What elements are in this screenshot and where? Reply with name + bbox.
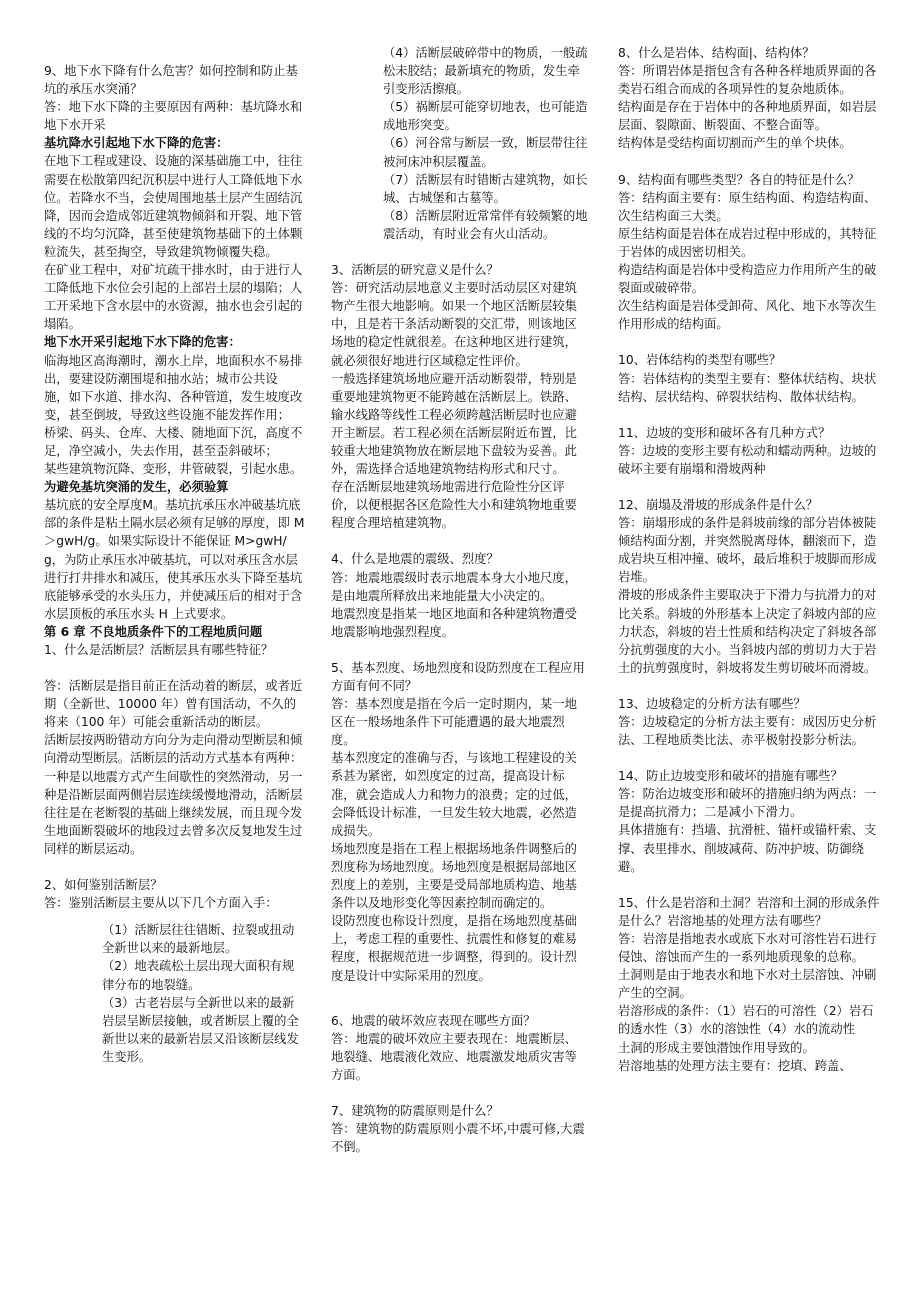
text-paragraph: 答：岩溶是指地表水或底下水对可溶性岩石进行侵蚀、溶蚀而产生的一系列地质现象的总称。: [618, 931, 877, 965]
text-paragraph: 9、结构面有哪些类型？各自的特征是什么？: [618, 172, 860, 187]
text-paragraph: 答：所谓岩体是指包含有各种各样地质界面的各类岩石组合而成的各项异性的复杂地质体。: [618, 64, 877, 97]
text-paragraph: 13、边坡稳定的分析方法有哪些？: [618, 696, 806, 711]
text-paragraph: 在地下工程或建设、设施的深基础施工中，往往需要在松散第四纪沉积层中进行人工降低地下水位。若降水不当，会使周围地基土层产生固结沉降，因而会造成邻近建筑物倾斜和开裂、地下管线的不均匀沉降，甚至使建筑物基础下的土体颗粒流失，甚至掏空，导致建筑物倾覆失稳。: [44, 154, 303, 259]
text-paragraph: 临海地区高海潮时，潮水上岸，地面积水不易排出，要建设防潮围堤和抽水站；城市公共设: [44, 353, 303, 386]
paragraph-spacer: [618, 333, 880, 351]
text-paragraph: 答：活断层是指目前正在活动着的断层，或者近期（全新世、10000 年）曾有国活动，不久的将来（100 年）可能会重新活动的断层。: [44, 679, 303, 730]
text-paragraph: 结构体是受结构面切割而产生的单个块体。: [618, 136, 852, 151]
text-paragraph: 土洞的形成主要蚀潜蚀作用导致的。: [618, 1040, 815, 1055]
paragraph-spacer: [44, 659, 306, 677]
paragraph-spacer: [618, 677, 880, 695]
paragraph-spacer: [618, 478, 880, 496]
text-paragraph: 构造结构面是岩体中受构造应力作用所产生的破裂面或破碎带。: [618, 263, 877, 296]
column-right: [618, 44, 880, 1075]
text-paragraph: 1、什么是活断层？活断层具有哪些特征？: [44, 643, 274, 657]
text-paragraph: 8、什么是岩体、结构面|、结构体？: [618, 46, 815, 60]
text-paragraph: （4）活断层破碎带中的物质，一般疏松未胶结；最新填充的物质，发生牵引变形活擦痕。: [383, 46, 588, 97]
text-paragraph: 答：结构面主要有：原生结构面、构造结构面、次生结构面三大类。: [618, 190, 877, 223]
section-heading: 第 6 章 不良地质条件下的工程地质问题: [44, 624, 263, 639]
text-paragraph: 4、什么是地震的震级、烈度？: [331, 552, 499, 567]
text-paragraph: （5）祸断层可能穿切地表，也可能造成地形突变。: [383, 100, 588, 133]
text-paragraph: 答：地震地震级时表示地震本身大小地尺度，是由地震所释放出来地能量大小决定的。: [331, 570, 577, 603]
text-paragraph: 15、什么是岩溶和土洞？岩溶和土洞的形成条件是什么？岩溶地基的处理方法有哪些？: [618, 895, 880, 928]
text-paragraph: 结构面是存在于岩体中的各种地质界面，如岩层层面、裂隙面、断裂面、不整合面等。: [618, 100, 877, 133]
text-paragraph: 存在活断层地建筑场地需进行危险性分区评价，以便根据各区危险性大小和建筑物地重要程度合理培植建筑物。: [331, 480, 577, 531]
paragraph-spacer: [331, 532, 589, 550]
text-paragraph: 14、防止边坡变形和破坏的措施有哪些？: [618, 769, 843, 784]
text-paragraph: （1）活断层往往错断、拉裂或扭动全新世以来的最新地层。: [102, 923, 295, 956]
text-paragraph: 答：崩塌形成的条件是斜坡前缘的部分岩体被陡倾结构面分割，并突然脱离母体，翻滚而下，造成岩块互相冲撞、破坏，最后堆积于坡脚而形成岩堆。: [618, 516, 877, 585]
text-paragraph: 地震烈度是指某一地区地面和各种建筑物遭受地震影响地强烈程度。: [331, 606, 577, 639]
text-paragraph: 桥梁、码头、仓库、大楼、随地面下沉，高度不足，净空减小，失去作用，甚至歪斜破坏；: [44, 425, 303, 458]
paragraph-spacer: [331, 243, 589, 261]
paragraph-spacer: [618, 749, 880, 767]
section-heading: 基坑降水引起地下水下降的危害：: [44, 136, 229, 151]
text-paragraph: 岩溶地基的处理方法主要有：挖填、跨盖、: [618, 1058, 852, 1073]
column-left: [44, 62, 306, 1066]
text-paragraph: 答：地下水下降的主要原因有两种：基坑降水和地下水开采: [44, 100, 303, 133]
text-paragraph: 答：边坡稳定的分析方法主要有：成因历史分析法、工程地质类比法、赤平极射投影分析法。: [618, 715, 877, 748]
section-heading: 地下水开采引起地下水下降的危害：: [44, 335, 241, 350]
text-paragraph: 次生结构面是岩体受卸荷、风化、地下水等次生作用形成的结构面。: [618, 299, 877, 332]
text-paragraph: （7）活断层有时错断古建筑物，如长城、古城堡和古墓等。: [383, 172, 588, 205]
text-paragraph: 场地烈度是指在工程上根据场地条件调整后的烈度称为场地烈度。场地烈度是根据局部地区烈度上的差别，主要是受局部地质构造、地基条件以及地形变化等因素控制而确定的。: [331, 841, 577, 911]
text-paragraph: 9、地下水下降有什么危害？如何控制和防止基坑的承压水突涌？: [44, 64, 298, 97]
text-paragraph: 答：建筑物的防震原则小震不坏,中震可修,大震不倒。: [331, 1122, 585, 1155]
section-heading: 为避免基坑突涌的发生，必须验算: [44, 480, 229, 495]
paragraph-spacer: [618, 876, 880, 894]
text-paragraph: 12、崩塌及滑坡的形成条件是什么？: [618, 497, 819, 512]
text-paragraph: 3、活断层的研究意义是什么？: [331, 263, 499, 278]
text-paragraph: 基本烈度定的准确与否，与该地工程建设的关系甚为紧密，如烈度定的过高，提高设计标准，就会造成人力和物力的浪费；定的过低，会降低设计标准，一旦发生较大地震，必然造成损失。: [331, 751, 577, 838]
text-paragraph: 原生结构面是岩体在成岩过程中形成的，其特征于岩体的成因密切相关。: [618, 226, 877, 259]
text-paragraph: （2）地表疏松土层出现大面积有规律分布的地裂缝。: [102, 959, 295, 992]
text-paragraph: 一般选择建筑场地应避开活动断裂带，特别是重要地建筑物更不能跨越在活断层上。铁路、输水线路等线性工程必须跨越活断层时也应避开主断层。若工程必须在活断层附近布置，比较重大地建筑物放在断层地下盘较为妥善。此外，需选择合适地建筑物结构形式和尺寸。: [331, 371, 577, 477]
text-paragraph: 答：鉴别活断层主要从以下几个方面入手：: [44, 896, 278, 911]
paragraph-spacer: [331, 1084, 589, 1102]
text-paragraph: 活断层按两盼错动方向分为走向滑动型断层和倾向滑动型断层。活断层的活动方式基本有两种：一种是以地震方式产生间歇性的突然滑动，另一种是沿断层面两侧岩层连续缓慢地滑动，活断层往往是在老断裂的基础上继续发展，而且现今发生地面断裂破坏的地段过去曾多次反复地发生过同样的断层运动。: [44, 733, 303, 856]
text-paragraph: 答：岩体结构的类型主要有：整体状结构、块状结构、层状结构、碎裂状结构、散体状结构。: [618, 371, 877, 404]
paragraph-spacer: [618, 406, 880, 424]
text-paragraph: （3）古老岩层与全新世以来的最新岩层呈断层接触，或者断层上覆的全新世以来的最新岩层又沿该断层线发生变形。: [102, 995, 299, 1064]
text-paragraph: 答：基本烈度是指在今后一定时期内，某一地区在一般场地条件下可能遭遇的最大地震烈度。: [331, 697, 577, 748]
text-paragraph: 10、岩体结构的类型有哪些？: [618, 353, 782, 368]
text-paragraph: （6）河谷常与断层一致，断层带往往被河床冲积层覆盖。: [383, 136, 588, 169]
text-paragraph: 设防烈度也称设计烈度，是指在场地烈度基础上，考虑工程的重要性、抗震性和修复的难易程度，根据规范进一步调整，得到的。设计烈度是设计中实际采用的烈度。: [331, 914, 577, 983]
text-paragraph: 某些建筑物沉降、变形，井管破裂，引起水患。: [44, 462, 303, 477]
text-paragraph: 5、基本烈度、场地烈度和设防烈度在工程应用方面有何不同？: [331, 660, 585, 693]
text-paragraph: 答：边坡的变形主要有松动和蠕动两种。边坡的破坏主要有崩塌和滑坡两种: [618, 443, 877, 476]
text-paragraph: 答：地震的破坏效应主要表现在：地震断层、地裂缝、地震液化效应、地震激发地质灾害等方面。: [331, 1031, 577, 1082]
text-paragraph: 在矿业工程中，对矿坑疏干排水时，由于进行人工降低地下水位会引起的上部岩土层的塌陷；人工开采地下含水层中的水资源，抽水也会引起的塌陷。: [44, 263, 303, 332]
text-paragraph: 6、地震的破坏效应表现在哪些方面？: [331, 1013, 536, 1028]
text-paragraph: 土洞则是由于地表水和地下水对土层溶蚀、冲刷产生的空洞。: [618, 968, 877, 1001]
paragraph-spacer: [44, 858, 306, 876]
paragraph-spacer: [331, 641, 589, 659]
text-paragraph: 滑坡的形成条件主要取决于下滑力与抗滑力的对比关系。斜坡的外形基本上决定了斜坡内部的应力状态，斜坡的岩土性质和结构决定了斜坡各部分抗剪强度的大小。当斜坡内部的剪切力大于岩土的抗剪强度时，斜坡将发生剪切破坏而滑坡。: [618, 588, 877, 675]
paragraph-spacer: [331, 985, 589, 1003]
column-middle: [331, 44, 589, 1156]
text-paragraph: 11、边坡的变形和破坏各有几种方式？: [618, 425, 831, 440]
paragraph-spacer: [618, 153, 880, 171]
text-paragraph: （8）活断层附近常常伴有较频繁的地震活动，有时业会有火山活动。: [383, 208, 588, 241]
text-paragraph: 基坑底的安全厚度M。基坑抗承压水冲破基坑底部的条件是粘土隔水层必须有足够的厚度，即 M＞gwH/g。如果实际设计不能保证 M>gwH/g，为防止承压水冲破基坑，可以对承压含水层进行打井排水和减压，使其承压水头下降至基坑底能够承受的水头压力，并使减压后的相对于含水层顶板的承压水头 H 上式要求。: [44, 498, 305, 621]
text-paragraph: 具体措施有：挡墙、抗滑桩、锚杆或锚杆索、支撑、表里排水、削坡减荷、防冲护坡、防御绕避。: [618, 823, 877, 874]
paragraph-spacer: [44, 912, 306, 921]
text-paragraph: 2、如何鉴别活断层？: [44, 878, 163, 893]
text-paragraph: 岩溶形成的条件：（1）岩石的可溶性（2）岩石的透水性（3）水的溶蚀性（4）水的流动性: [618, 1004, 874, 1037]
text-paragraph: 施，如下水道、排水沟、各种管道，发生坡度改变，甚至倒坡，导致这些设施不能发挥作用；: [44, 389, 303, 422]
text-paragraph: 7、建筑物的防震原则是什么？: [331, 1103, 499, 1118]
text-paragraph: 答：防治边坡变形和破坏的措施归纳为两点：一是提高抗滑力；二是减小下滑力。: [618, 787, 877, 820]
text-paragraph: 答：研究活动层地意义主要时活动层区对建筑物产生很大地影响。如果一个地区活断层较集中，且是若干条活动断裂的交汇带，则该地区场地的稳定性就很差。在这种地区进行建筑，就必须很好地进行区域稳定性评价。: [331, 281, 577, 368]
paragraph-spacer: [331, 1003, 589, 1012]
